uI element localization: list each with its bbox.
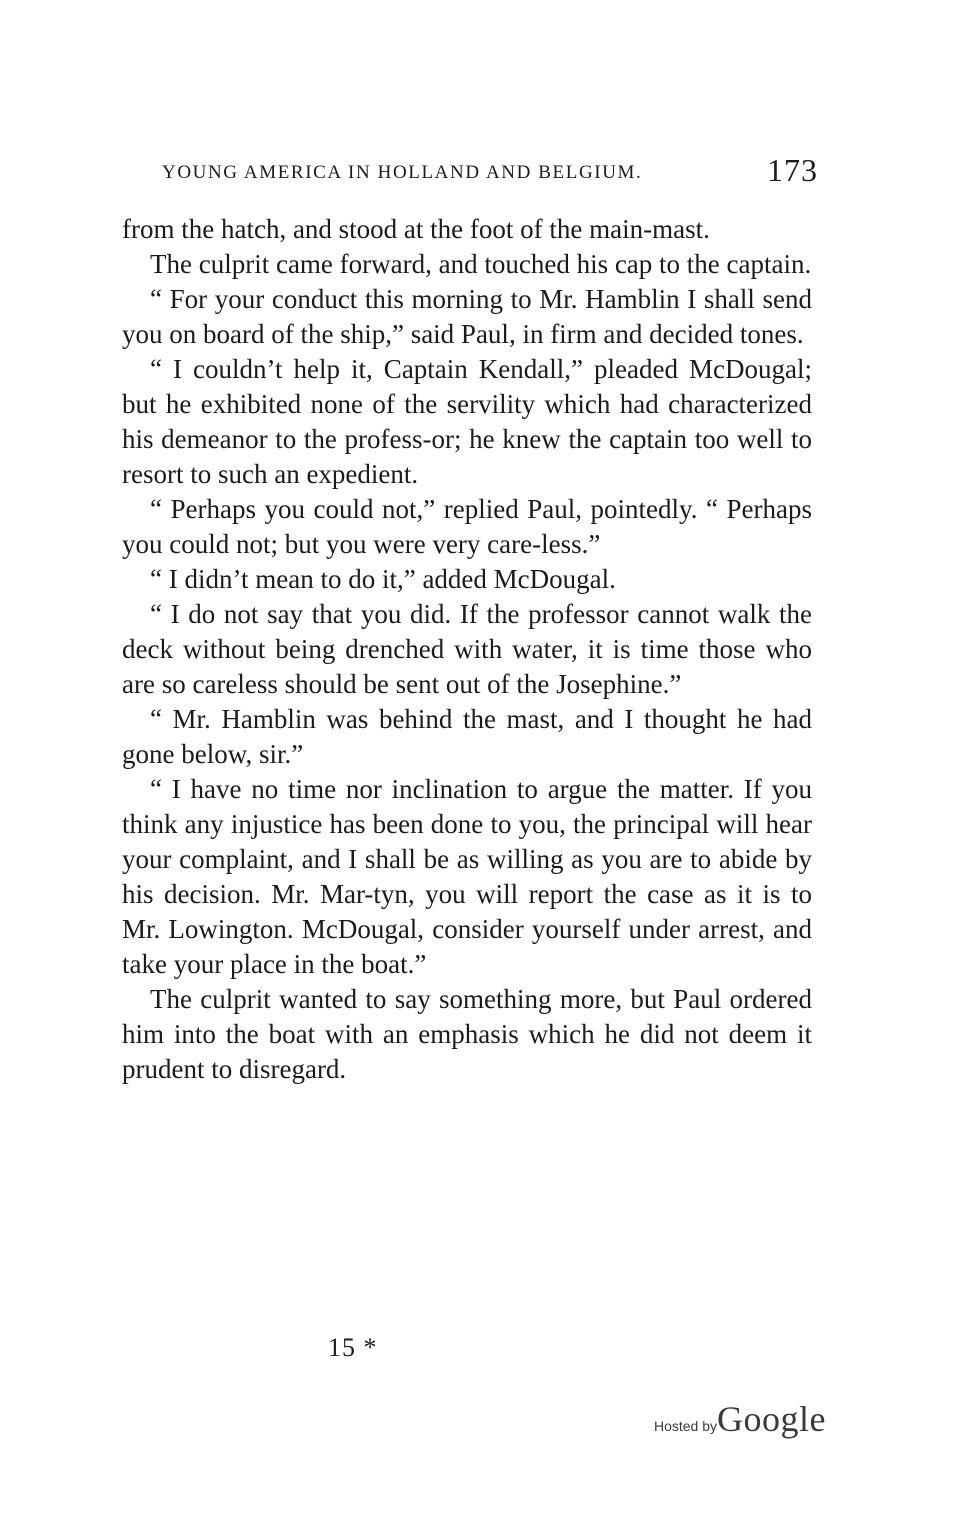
signature-mark: 15 * [328, 1333, 378, 1362]
paragraph: The culprit wanted to say something more, but Paul ordered him into the boat with an emphasis which he did not deem it prudent to disregard. [122, 984, 812, 1084]
paragraph: “ I do not say that you did. If the professor cannot walk the deck without being drenched with water, it is time those who are so careless should be sent out of the Josephine.” [122, 599, 812, 699]
paragraph: “ Perhaps you could not,” replied Paul, pointedly. “ Perhaps you could not; but you were very care-less.” [122, 494, 812, 559]
running-header [162, 152, 822, 192]
paragraph: “ I didn’t mean to do it,” added McDougal. [150, 564, 616, 594]
paragraph: “ Mr. Hamblin was behind the mast, and I thought he had gone below, sir.” [122, 704, 812, 769]
body-text [122, 212, 812, 1087]
paragraph: The culprit came forward, and touched his cap to the captain. [150, 249, 812, 279]
paragraph: “ For your conduct this morning to Mr. Hamblin I shall send you on board of the ship,” said Paul, in firm and decided tones. [122, 284, 812, 349]
paragraph: “ I have no time nor inclination to argue the matter. If you think any injustice has been done to you, the principal will hear your complaint, and I shall be as willing as you are to abide by his decision. Mr. Mar-tyn, you will report the case as it is to Mr. Lowington. McDougal, consider yourself under arrest, and take your place in the boat.” [122, 774, 812, 979]
running-title: YOUNG AMERICA IN HOLLAND AND BELGIUM. [162, 162, 643, 183]
google-logo: Google [717, 1399, 826, 1439]
page-number: 173 [767, 152, 818, 188]
hosted-by-watermark [654, 1398, 826, 1440]
watermark-prefix: Hosted by [653, 1418, 718, 1434]
paragraph: “ I couldn’t help it, Captain Kendall,” pleaded McDougal; but he exhibited none of the servility which had characterized his demeanor to the profess-or; he knew the captain too well to resort to such an expedient. [122, 354, 812, 489]
paragraph: from the hatch, and stood at the foot of the main-mast. [122, 214, 710, 244]
